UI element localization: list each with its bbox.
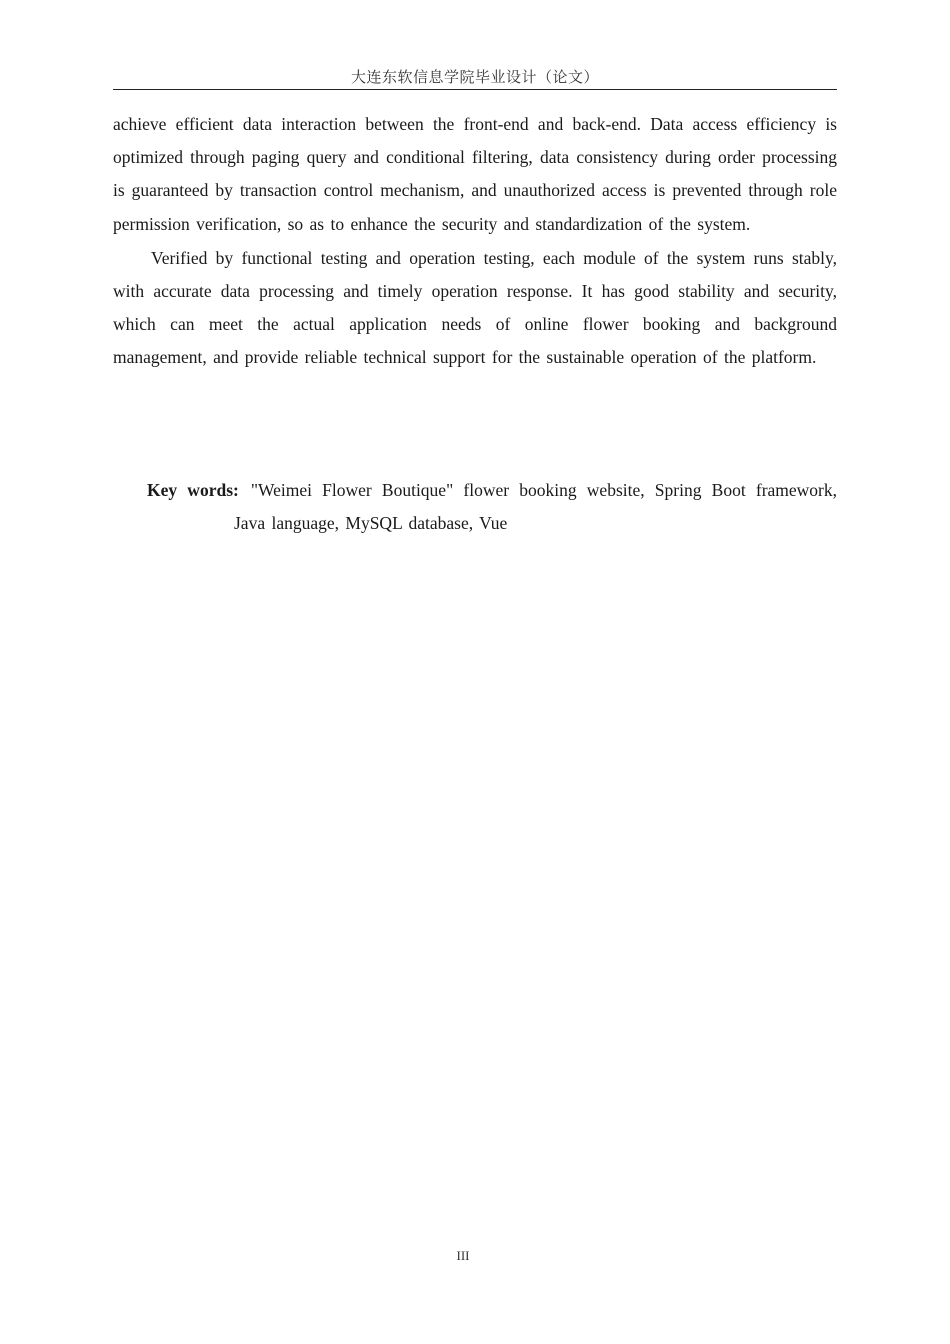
header-rule <box>113 89 837 90</box>
keywords-text: "Weimei Flower Boutique" flower booking website, Spring Boot framework, Java language, MySQL database, Vue <box>234 480 838 534</box>
abstract-paragraph-2: Verified by functional testing and operation testing, each module of the system runs stably, with accurate data processing and timely operation response. It has good stability and security, which can meet the actual application needs of online flower booking and background management, and provide reliable technical support for the sustainable operation of the platform. <box>113 247 837 368</box>
keywords-block <box>147 474 837 540</box>
page-number: III <box>456 1248 470 1263</box>
abstract-body <box>113 108 837 376</box>
running-header: 大连东软信息学院毕业设计（论文） <box>350 68 599 86</box>
abstract-paragraph-1: achieve efficient data interaction between the front-end and back-end. Data access efficiency is optimized through paging query and conditional filtering, data consistency during order processing is guaranteed by transaction control mechanism, and unauthorized access is prevented through role permission verification, so as to enhance the security and standardization of the system. <box>113 114 837 234</box>
keywords-label: Key words: <box>147 480 239 500</box>
